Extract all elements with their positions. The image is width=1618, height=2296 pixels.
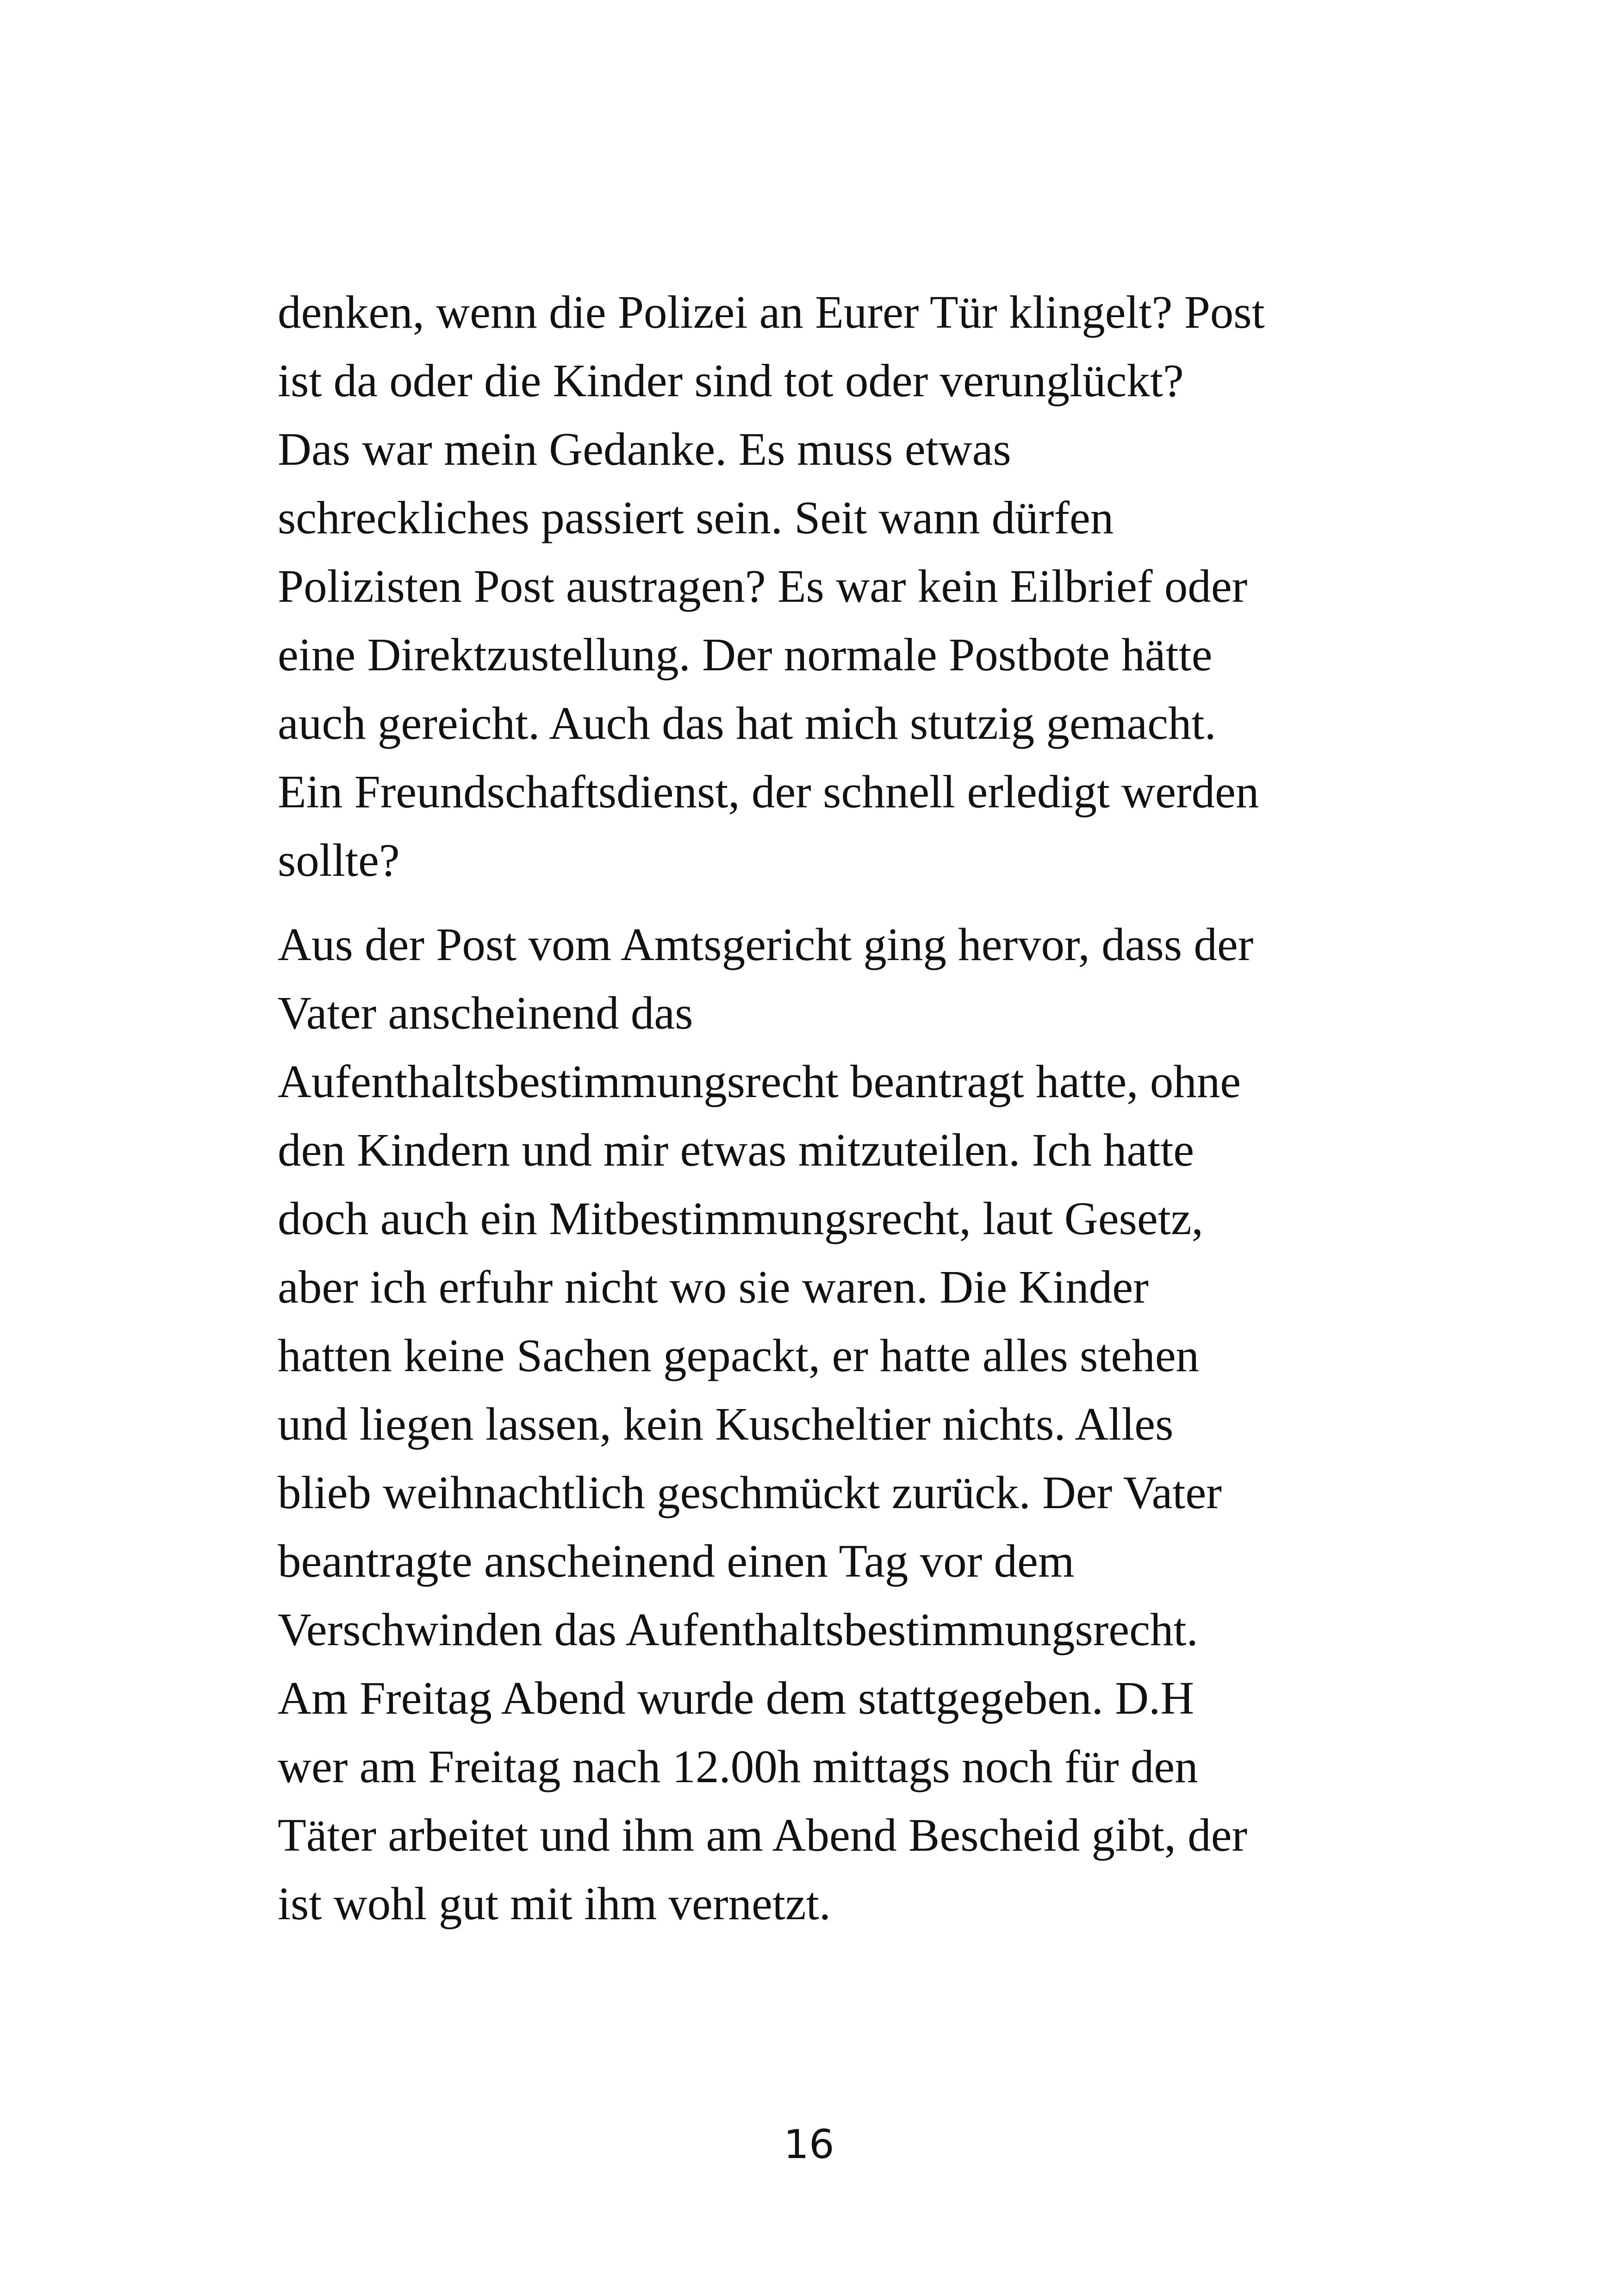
text-line: Aufenthaltsbestimmungsrecht beantragt hatte, ohne bbox=[278, 1055, 1241, 1107]
text-line: Polizisten Post austragen? Es war kein Eilbrief oder bbox=[278, 560, 1248, 612]
text-line: wer am Freitag nach 12.00h mittags noch für den bbox=[278, 1741, 1198, 1792]
paragraph-1 bbox=[278, 278, 1388, 894]
text-line: eine Direktzustellung. Der normale Postbote hätte bbox=[278, 629, 1213, 680]
text-line: sollte? bbox=[278, 834, 400, 886]
text-line: ist wohl gut mit ihm vernetzt. bbox=[278, 1878, 831, 1929]
paragraph-2 bbox=[278, 910, 1388, 1938]
page-number: 16 bbox=[784, 2121, 834, 2168]
text-line: doch auch ein Mitbestimmungsrecht, laut Gesetz, bbox=[278, 1192, 1203, 1244]
text-line: und liegen lassen, kein Kuscheltier nichts. Alles bbox=[278, 1398, 1174, 1450]
text-line: den Kindern und mir etwas mitzuteilen. Ich hatte bbox=[278, 1124, 1195, 1176]
text-line: Täter arbeitet und ihm am Abend Bescheid gibt, der bbox=[278, 1809, 1248, 1861]
body-text bbox=[278, 278, 1388, 1938]
text-line: ist da oder die Kinder sind tot oder verunglückt? bbox=[278, 355, 1184, 406]
text-line: hatten keine Sachen gepackt, er hatte alles stehen bbox=[278, 1329, 1200, 1381]
text-line: beantragte anscheinend einen Tag vor dem bbox=[278, 1535, 1075, 1587]
text-line: denken, wenn die Polizei an Eurer Tür klingelt? Post bbox=[278, 286, 1265, 338]
text-line: Vater anscheinend das bbox=[278, 987, 693, 1039]
text-line: Das war mein Gedanke. Es muss etwas bbox=[278, 423, 1011, 475]
text-line: aber ich erfuhr nicht wo sie waren. Die Kinder bbox=[278, 1261, 1149, 1313]
text-line: auch gereicht. Auch das hat mich stutzig gemacht. bbox=[278, 697, 1216, 749]
text-line: blieb weihnachtlich geschmückt zurück. Der Vater bbox=[278, 1466, 1222, 1518]
text-line: Aus der Post vom Amtsgericht ging hervor, dass der bbox=[278, 918, 1254, 970]
text-line: Am Freitag Abend wurde dem stattgegeben. D.H bbox=[278, 1672, 1195, 1724]
text-line: Ein Freundschaftsdienst, der schnell erledigt werden bbox=[278, 766, 1259, 817]
text-line: Verschwinden das Aufenthaltsbestimmungsrecht. bbox=[278, 1603, 1198, 1655]
text-line: schreckliches passiert sein. Seit wann dürfen bbox=[278, 492, 1114, 543]
